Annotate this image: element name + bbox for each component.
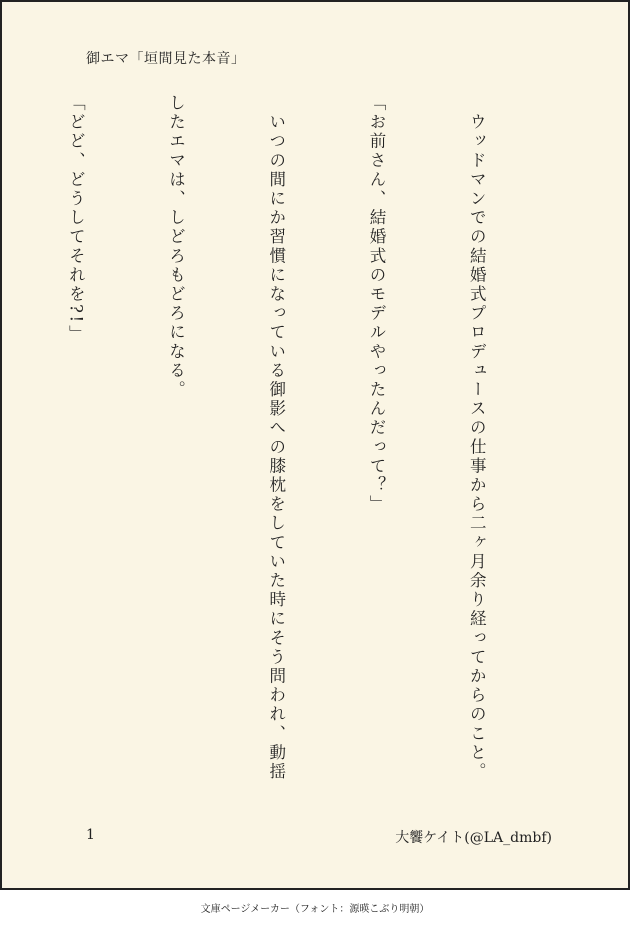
page-header-title: 御エマ「垣間見た本音」 bbox=[86, 51, 246, 67]
text-line: 「お前さん、結婚式のモデルやったんだって？」 bbox=[366, 94, 386, 515]
author-credit: 大饗ケイト(@LA_dmbf) bbox=[395, 830, 552, 846]
text-line: ウッドマンでの結婚式プロデュースの仕事から二ヶ月余り経ってからのこと。 bbox=[467, 94, 487, 782]
text-line: 「どど、どうしてそれを?!」 bbox=[66, 94, 86, 344]
generator-credit: 文庫ページメーカー（フォント：源暎こぶり明朝） bbox=[200, 904, 430, 915]
vertical-body-text bbox=[0, 94, 560, 814]
page-number: 1 bbox=[86, 827, 95, 843]
text-line: したエマは、しどろもどろになる。 bbox=[166, 94, 186, 400]
text-line: いつの間にか習慣になっている御影への膝枕をしていた時にそう問われ、動揺 bbox=[266, 94, 286, 782]
